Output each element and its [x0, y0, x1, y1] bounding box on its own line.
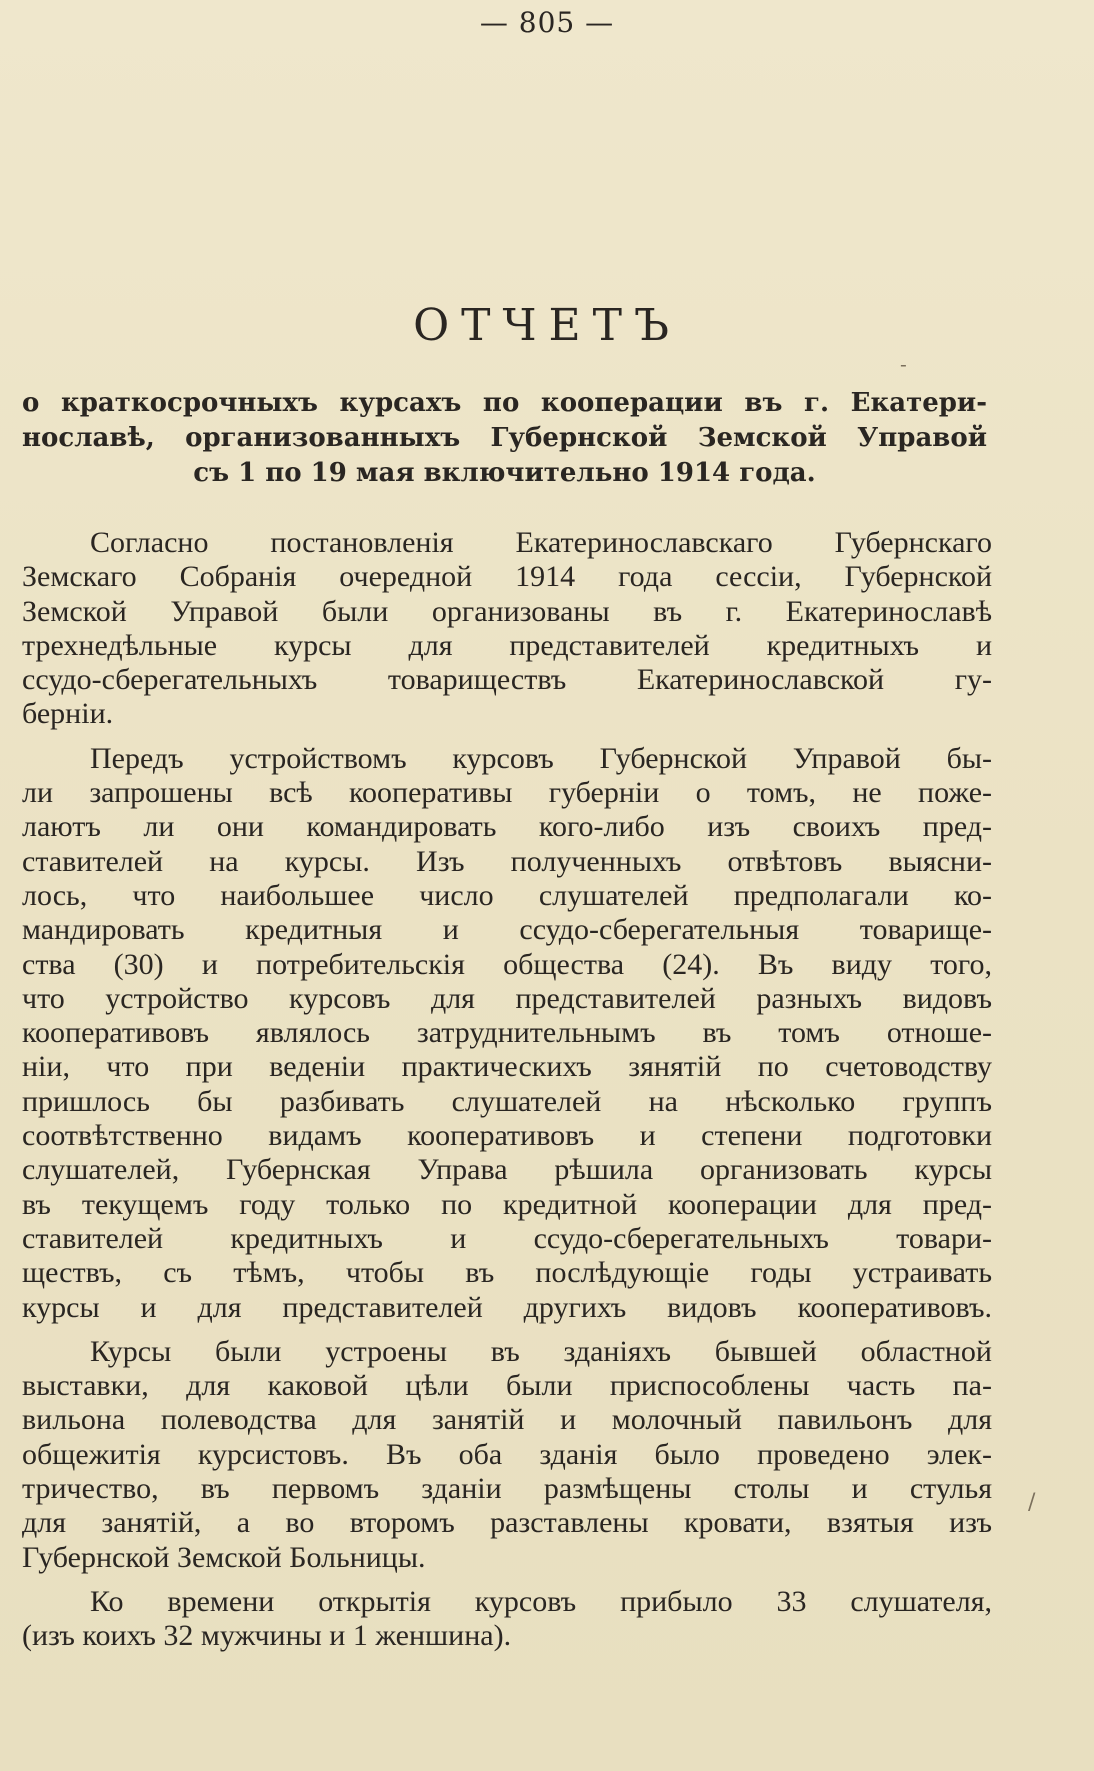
- text-line: тричество, въ первомъ зданіи размѣщены столы и стулья: [22, 1472, 992, 1506]
- report-body: [22, 526, 992, 1664]
- text-line: Курсы были устроены въ зданіяхъ бывшей областной: [90, 1334, 992, 1368]
- text-line: лаютъ ли они командировать кого-либо изъ своихъ пред-: [22, 810, 992, 844]
- text-line: ства (30) и потребительскія общества (24). Въ виду того,: [22, 947, 992, 981]
- text-line: ставителей на курсы. Изъ полученныхъ отвѣтовъ выясни-: [22, 844, 992, 878]
- paragraph-4: [22, 1585, 992, 1654]
- text-line: что устройство курсовъ для представителей разныхъ видовъ: [22, 981, 992, 1015]
- text-line: курсы и для представителей другихъ видовъ кооперативовъ.: [22, 1290, 992, 1324]
- stray-mark: -: [900, 352, 907, 376]
- report-title: ОТЧЕТЪ: [413, 300, 681, 351]
- text-line: ссудо-сберегательныхъ товариществъ Екатеринославской гу-: [22, 663, 992, 697]
- text-line: трехнедѣльные курсы для представителей кредитныхъ и: [22, 628, 992, 662]
- text-line: вильона полеводства для занятій и молочный павильонъ для: [22, 1403, 992, 1437]
- subtitle-line: о краткосрочныхъ курсахъ по кооперации въ г. Екатери-: [22, 388, 987, 418]
- text-line: лось, что наибольшее число слушателей предполагали ко-: [22, 878, 992, 912]
- text-line: пришлось бы разбивать слушателей на нѣсколько группъ: [22, 1084, 992, 1118]
- text-line: ніи, что при веденіи практическихъ зянятій по счетоводству: [22, 1050, 992, 1084]
- paragraph-2: [22, 742, 992, 1325]
- text-line: Передъ устройствомъ курсовъ Губернской Управой бы-: [90, 741, 992, 775]
- text-line: Земскаго Собранія очередной 1914 года сессіи, Губернской: [22, 560, 992, 594]
- text-line: Губернской Земской Больницы.: [22, 1540, 426, 1574]
- text-line: (изъ коихъ 32 мужчины и 1 женшина).: [22, 1619, 512, 1653]
- text-line: соотвѣтственно видамъ кооперативовъ и степени подготовки: [22, 1119, 992, 1153]
- text-line: берніи.: [22, 697, 114, 731]
- report-subtitle: [22, 386, 987, 491]
- text-line: выставки, для каковой цѣли были приспособлены часть па-: [22, 1369, 992, 1403]
- stray-mark: /: [1028, 1490, 1036, 1515]
- text-line: общежитія курсистовъ. Въ оба зданія было проведено элек-: [22, 1437, 992, 1471]
- text-line: ставителей кредитныхъ и ссудо-сберегательныхъ товари-: [22, 1221, 992, 1255]
- text-line: Ко времени открытія курсовъ прибыло 33 слушателя,: [90, 1584, 992, 1618]
- text-line: Согласно постановленія Екатеринославскаго Губернскаго: [90, 526, 992, 559]
- text-line: для занятій, а во второмъ разставлены кровати, взятыя изъ: [22, 1506, 992, 1540]
- subtitle-line: нославѣ, организованныхъ Губернской Земской Управой: [22, 423, 987, 453]
- text-line: слушателей, Губернская Управа рѣшила организовать курсы: [22, 1153, 992, 1187]
- page-number: — 805 —: [479, 6, 615, 39]
- text-line: въ текущемъ году только по кредитной кооперации для пред-: [22, 1187, 992, 1221]
- text-line: кооперативовъ являлось затруднительнымъ въ томъ отноше-: [22, 1016, 992, 1050]
- paragraph-3: [22, 1335, 992, 1575]
- text-line: Земской Управой были организованы въ г. Екатеринославѣ: [22, 594, 992, 628]
- text-line: мандировать кредитныя и ссудо-сберегательныя товарище-: [22, 913, 992, 947]
- text-line: ли запрошены всѣ кооперативы губерніи о томъ, не поже-: [22, 776, 992, 810]
- subtitle-line: съ 1 по 19 мая включительно 1914 года.: [193, 458, 816, 488]
- text-line: ществъ, съ тѣмъ, чтобы въ послѣдующіе годы устраивать: [22, 1256, 992, 1290]
- paragraph-1: [22, 526, 992, 732]
